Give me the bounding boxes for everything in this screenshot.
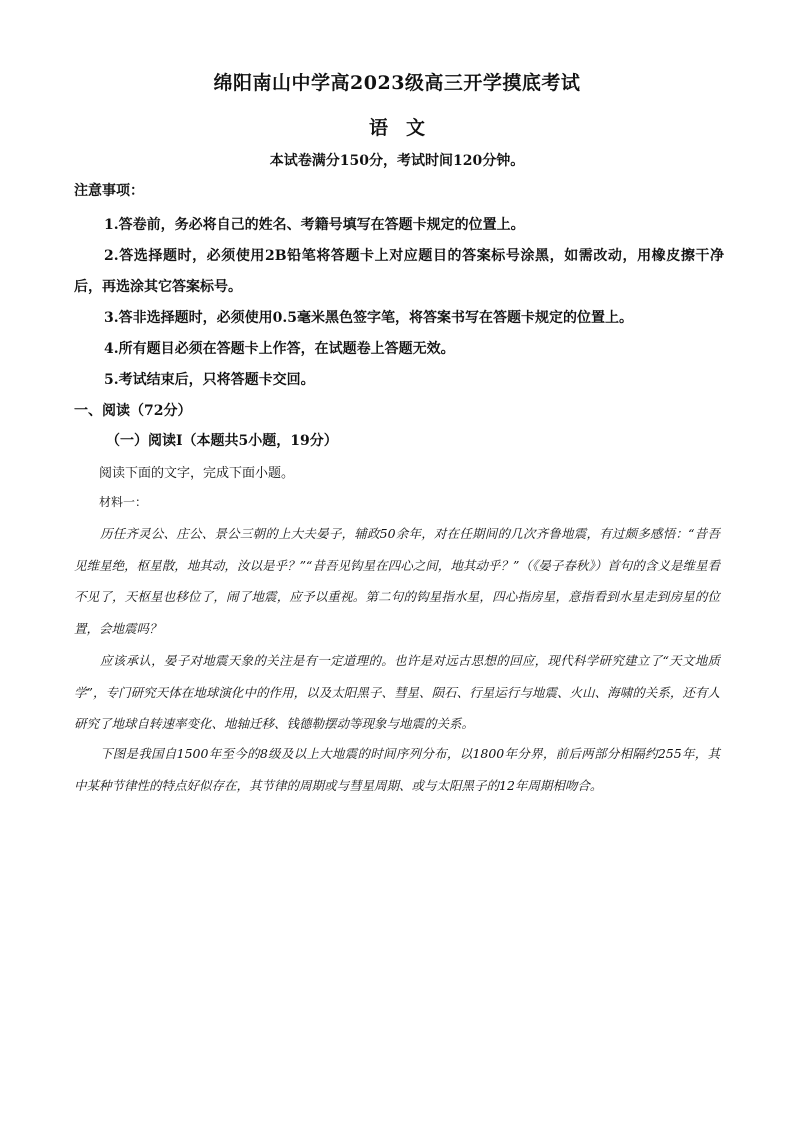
paragraph-text: 应该承认，晏子对地震天象的关注是有一定道理的。也许是对远古思想的回应，现代科学研究建立了“天文地质学”，专门研究天体在地球演化中的作用，以及太阳黑子、彗星、陨石、行星运行与地震、火山、海啸的关系，还有人研究了地球自转速率变化、地轴迁移、钱德勒摆动等现象与地震的关系。 (74, 653, 720, 731)
subject-title: 语文 (368, 117, 443, 139)
reading-instruction: 阅读下面的文字，完成下面小题。 (99, 466, 295, 481)
sub-section-heading: （一）阅读Ⅰ（本题共5小题，19分） (106, 433, 338, 449)
paragraph-text: 历任齐灵公、庄公、景公三朝的上大夫晏子，辅政50余年，对在任期间的几次齐鲁地震，有过颇多感悟：“昔吾见维星绝，枢星散，地其动，汝以是乎？”“昔吾见钩星在四心之间，地其动乎？”（《晏子春秋》）首句的含义是维星看不见了，天枢星也移位了，闹了地震，应予以重视。第二句的钩星指水星，四心指房星，意指看到水星走到房星的位置，会地震吗？ (74, 526, 720, 636)
passage-paragraph (74, 518, 720, 644)
paragraph-text: 下图是我国自1500年至今的8级及以上大地震的时间序列分布，以1800年分界，前后两部分相隔约255年，其中某种节律性的特点好似存在，其节律的周期或与彗星周期、或与太阳黑子的12年周期相吻合。 (74, 746, 720, 793)
notice-list (74, 210, 724, 396)
notice-item: 1.答卷前，务必将自己的姓名、考籍号填写在答题卡规定的位置上。 (104, 217, 525, 233)
notice-item: 2.答选择题时，必须使用2B铅笔将答题卡上对应题目的答案标号涂黑，如需改动，用橡皮擦干净后，再选涂其它答案标号。 (74, 248, 724, 295)
passage-paragraph (74, 645, 720, 740)
notice-heading: 注意事项： (74, 183, 144, 199)
notice-item: 4.所有题目必须在答题卡上作答，在试题卷上答题无效。 (104, 341, 455, 357)
notice-item: 5.考试结束后，只将答题卡交回。 (104, 372, 315, 388)
passage-paragraph (74, 738, 720, 801)
material-label: 材料一： (99, 495, 148, 509)
section-heading: 一、阅读（72分） (74, 403, 192, 419)
score-time-note: 本试卷满分150分，考试时间120分钟。 (269, 153, 525, 169)
exam-title: 绵阳南山中学高2023级高三开学摸底考试 (213, 72, 581, 94)
notice-item: 3.答非选择题时，必须使用0.5毫米黑色签字笔，将答案书写在答题卡规定的位置上。 (104, 310, 633, 326)
